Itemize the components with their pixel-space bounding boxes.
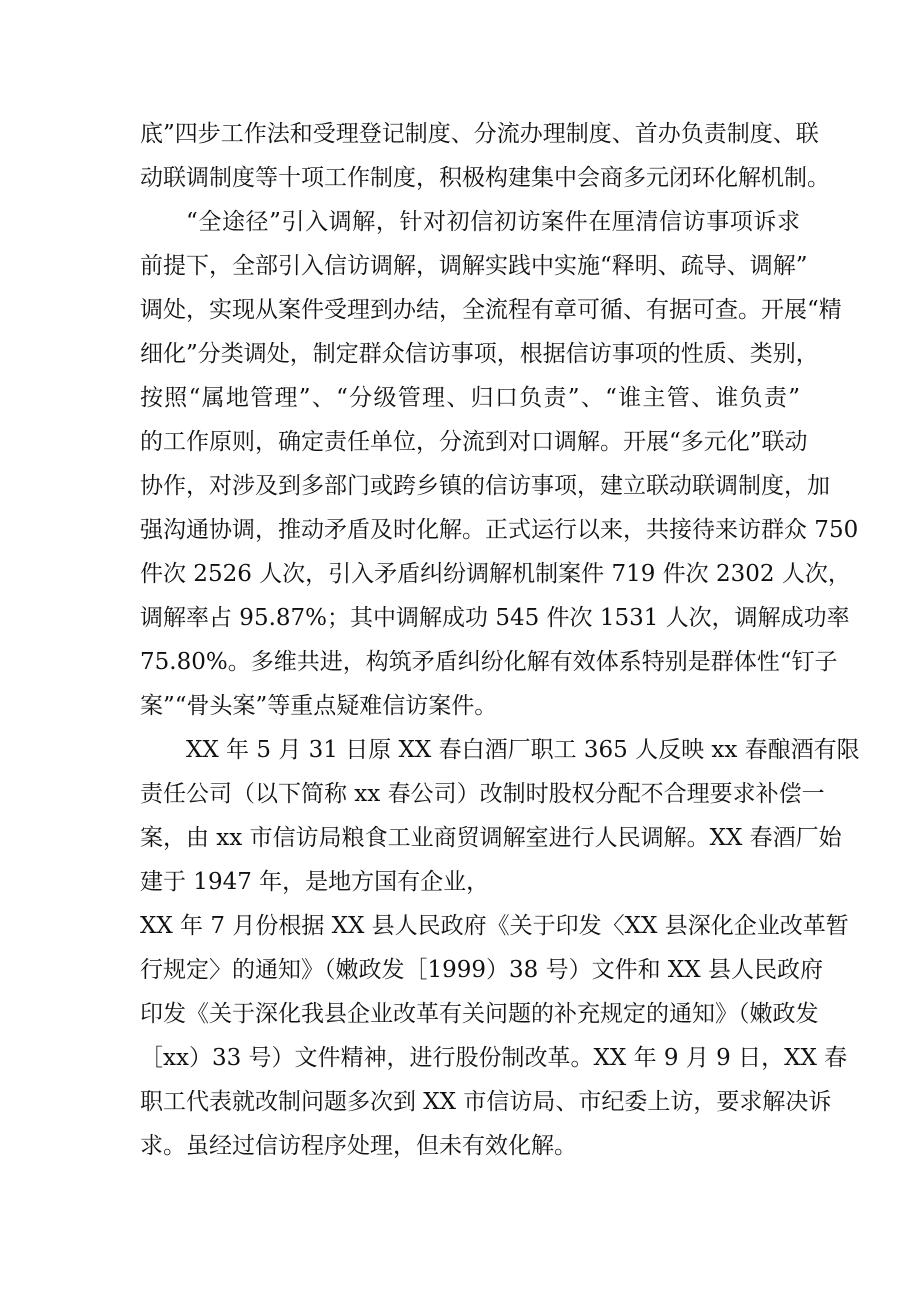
text-line: ［xx）33 号）文件精神，进行股份制改革。XX 年 9 月 9 日，XX 春 <box>140 1045 848 1071</box>
text-line: 动联调制度等十项工作制度，积极构建集中会商多元闭环化解机制。 <box>140 165 830 191</box>
text-line: 印发《关于深化我县企业改革有关问题的补充规定的通知》（嫩政发 <box>140 1001 819 1027</box>
text-line: 件次 2526 人次，引入矛盾纠纷调解机制案件 719 件次 2302 人次， <box>140 561 851 587</box>
text-line: 责任公司（以下简称 xx 春公司）改制时股权分配不合理要求补偿一 <box>140 781 825 807</box>
text-line: 75.80%。多维共进，构筑矛盾纠纷化解有效体系特别是群体性“钉子 <box>140 649 838 675</box>
text-line: 案，由 xx 市信访局粮食工业商贸调解室进行人民调解。XX 春酒厂始 <box>140 825 842 851</box>
text-line: 调处，实现从案件受理到办结，全流程有章可循、有据可查。开展“精 <box>140 297 842 323</box>
text-line: “全途径”引入调解，针对初信初访案件在厘清信访事项诉求 <box>186 209 800 235</box>
text-line: 按照“属地管理”、“分级管理、归口负责”、“谁主管、谁负责” <box>140 385 800 411</box>
text-line: 底”四步工作法和受理登记制度、分流办理制度、首办负责制度、联 <box>140 121 819 147</box>
text-line: 细化”分类调处，制定群众信访事项，根据信访事项的性质、类别， <box>140 341 819 367</box>
text-line: 的工作原则，确定责任单位，分流到对口调解。开展“多元化”联动 <box>140 429 808 455</box>
text-line: 调解率占 95.87%；其中调解成功 545 件次 1531 人次，调解成功率 <box>140 605 850 631</box>
text-line: 强沟通协调，推动矛盾及时化解。正式运行以来，共接待来访群众 750 <box>140 517 859 543</box>
text-line: 建于 1947 年，是地方国有企业， <box>140 869 490 895</box>
text-line: 行规定〉的通知》（嫩政发［1999）38 号）文件和 XX 县人民政府 <box>140 957 823 983</box>
text-line: 前提下，全部引入信访调解，调解实践中实施“释明、疏导、调解” <box>140 253 808 279</box>
text-line: 求。虽经过信访程序处理，但未有效化解。 <box>140 1133 577 1159</box>
text-line: XX 年 7 月份根据 XX 县人民政府《关于印发〈XX 县深化企业改革暂 <box>140 913 849 939</box>
text-line: 案”“骨头案”等重点疑难信访案件。 <box>140 693 498 719</box>
text-line: XX 年 5 月 31 日原 XX 春白酒厂职工 365 人反映 xx 春酿酒有限 <box>186 737 860 763</box>
text-line: 协作，对涉及到多部门或跨乡镇的信访事项，建立联动联调制度，加 <box>140 473 830 499</box>
text-line: 职工代表就改制问题多次到 XX 市信访局、市纪委上访，要求解决诉 <box>140 1089 832 1115</box>
